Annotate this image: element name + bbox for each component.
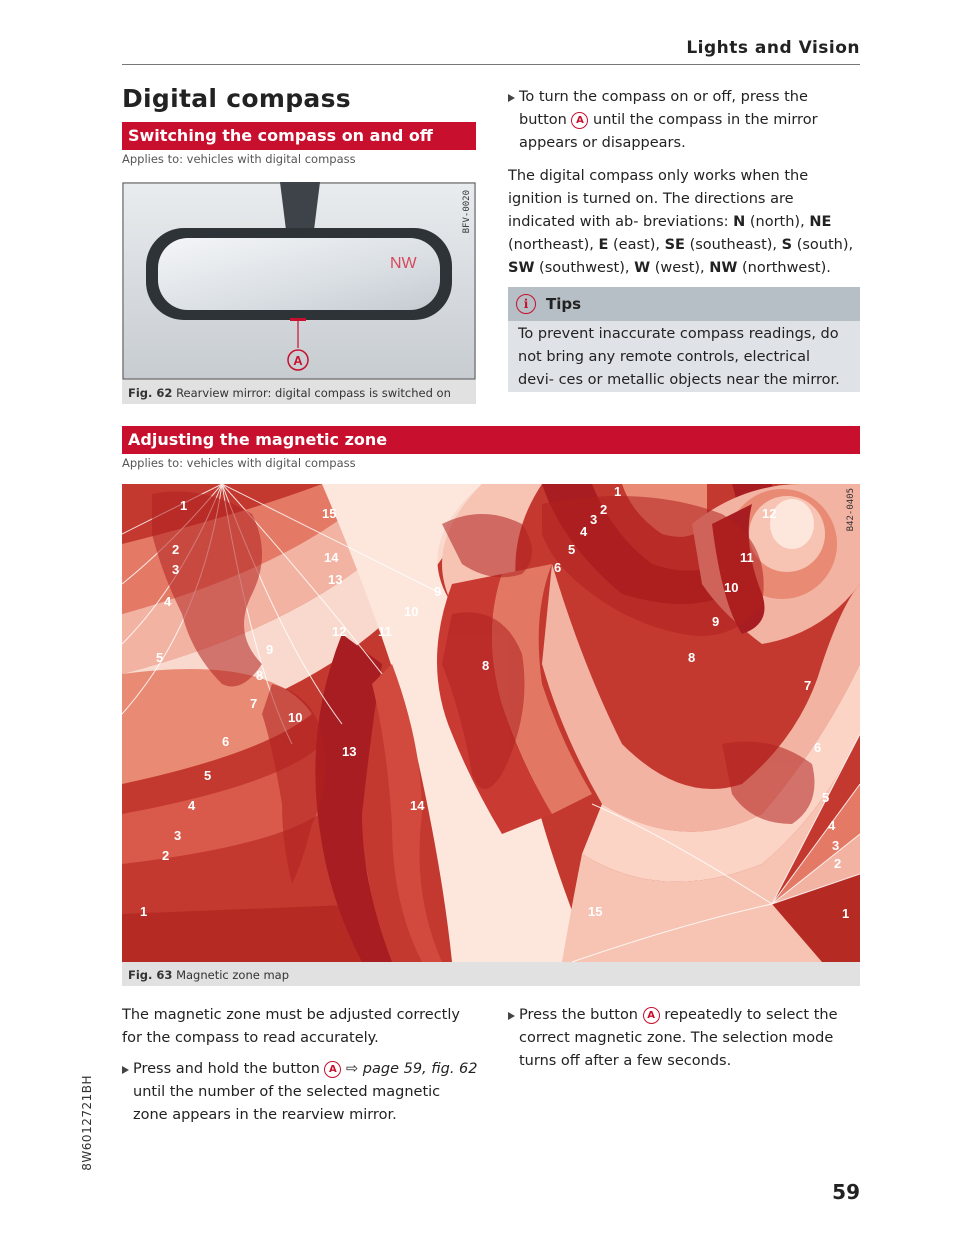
direction-abbr: NW: [709, 260, 738, 276]
tips-header: [508, 287, 860, 321]
zone-label: 10: [724, 580, 739, 595]
zone-label: 2: [172, 542, 180, 557]
zone-label: 1: [140, 904, 148, 919]
zone-label: 11: [378, 624, 392, 639]
direction-abbr: N: [733, 214, 746, 230]
zone-label: 9: [434, 584, 442, 599]
step-arrow-icon: [508, 1012, 515, 1020]
direction-name: (southeast),: [689, 237, 778, 253]
figure-63-caption: [128, 968, 289, 982]
zone-label: 4: [828, 818, 836, 833]
direction-name: (northeast),: [508, 237, 594, 253]
direction-abbr: SW: [508, 260, 535, 276]
direction-name: (north),: [749, 214, 805, 230]
compass-display-text: NW: [390, 255, 417, 272]
zone-label: 5: [156, 650, 164, 665]
zone-label: 2: [162, 848, 170, 863]
zone-label: 10: [288, 710, 303, 725]
zone-label: 6: [554, 560, 562, 575]
zone-label: 11: [740, 550, 754, 565]
section-title-switching: Switching the compass on and off: [122, 122, 476, 150]
figure-62: [122, 182, 476, 404]
zone-label: 9: [266, 642, 274, 657]
zone-label: 8: [256, 668, 264, 683]
zone-label: 13: [342, 744, 357, 759]
direction-name: (west),: [654, 260, 705, 276]
figure-63-number: Fig. 63: [128, 968, 173, 982]
callout-a-label: A: [293, 353, 303, 368]
button-a-icon: A: [643, 1007, 660, 1024]
applies-note-2: Applies to: vehicles with digital compass: [122, 456, 356, 470]
figure-62-number: Fig. 62: [128, 386, 173, 400]
zone-label: 3: [590, 512, 598, 527]
zone-label: 12: [762, 506, 777, 521]
step-press-hold: [122, 1058, 478, 1127]
zone-label: 4: [164, 594, 172, 609]
zone-adjust-paragraph: The magnetic zone must be adjusted correctly for the compass to read accurately.: [122, 1007, 460, 1046]
section-title-adjusting: Adjusting the magnetic zone: [122, 426, 860, 454]
zone-label: 14: [410, 798, 425, 813]
zone-label: 2: [600, 502, 608, 517]
zone-label: 7: [804, 678, 812, 693]
document-code: 8W6012721BH: [80, 1075, 94, 1171]
page-number: 59: [832, 1180, 860, 1204]
button-a-icon: A: [571, 112, 588, 129]
info-icon: i: [516, 294, 536, 314]
zone-label: 14: [324, 550, 339, 565]
step-text-a: Press the button: [519, 1007, 639, 1023]
zone-label: 4: [188, 798, 196, 813]
running-header: Lights and Vision: [686, 38, 860, 58]
zone-label: 1: [842, 906, 850, 921]
zone-label: 15: [322, 506, 337, 521]
direction-name: (south),: [796, 237, 854, 253]
compass-directions-paragraph: [508, 165, 860, 280]
zone-label: 10: [404, 604, 419, 619]
step-text-b: repeatedly to select the correct magnetic zone. The selection mode turns off after a few seconds.: [519, 1007, 838, 1069]
direction-name: (southwest),: [539, 260, 630, 276]
step-toggle-compass: [508, 86, 860, 155]
direction-abbr: W: [634, 260, 651, 276]
zone-label: 2: [834, 856, 842, 871]
directions-intro: The digital compass only works when the ignition is turned on. The directions are indicated with ab- breviations:: [508, 168, 809, 230]
figure-62-caption: [128, 386, 451, 400]
step-press-repeatedly: [508, 1004, 860, 1073]
button-a-icon: A: [324, 1061, 341, 1078]
applies-note-1: Applies to: vehicles with digital compass: [122, 152, 356, 166]
zone-label: 6: [222, 734, 230, 749]
direction-abbr: S: [781, 237, 793, 253]
zone-label: 9: [712, 614, 720, 629]
page-reference-link[interactable]: ⇨ page 59, fig. 62: [346, 1061, 478, 1077]
magnetic-zone-map: [122, 484, 860, 962]
step1-text-b: until the compass in the mirror appears or disappears.: [519, 112, 818, 151]
zone-label: 8: [482, 658, 490, 673]
zone-label: 3: [172, 562, 180, 577]
figure-63-caption-text: Magnetic zone map: [176, 968, 290, 982]
direction-name: (east),: [613, 237, 660, 253]
zone-label: 6: [814, 740, 822, 755]
zone-label: 7: [250, 696, 258, 711]
figure-62-code: BFV-0020: [462, 190, 472, 234]
zone-label: 15: [588, 904, 603, 919]
tips-text: To prevent inaccurate compass readings, do not bring any remote controls, electrical devi- ces or metallic objects near the mirror.: [518, 326, 840, 388]
rearview-mirror-illustration: [122, 182, 476, 380]
tips-body: [508, 321, 860, 392]
zone-label: 5: [204, 768, 212, 783]
page-title: Digital compass: [122, 84, 351, 113]
direction-abbr: NE: [809, 214, 832, 230]
direction-name: (northwest).: [742, 260, 831, 276]
zone-label: 13: [328, 572, 343, 587]
zone-label: 5: [822, 790, 830, 805]
step-arrow-icon: [508, 94, 515, 102]
zone-label: 5: [568, 542, 576, 557]
zone-label: 8: [688, 650, 696, 665]
tips-title: Tips: [546, 295, 582, 313]
zone-label: 3: [174, 828, 182, 843]
zone-label: 3: [832, 838, 840, 853]
zone-label: 4: [580, 524, 588, 539]
header-rule: [122, 64, 860, 65]
figure-63-code: B42-0405: [846, 488, 856, 532]
figure-62-caption-text: Rearview mirror: digital compass is switched on: [176, 386, 451, 400]
direction-abbr: SE: [664, 237, 685, 253]
direction-abbr: E: [598, 237, 609, 253]
step-text-b: until the number of the selected magnetic zone appears in the rearview mirror.: [133, 1084, 441, 1123]
zone-label: 1: [614, 484, 622, 499]
step1-text-a: To turn the compass on or off, press the button: [519, 89, 808, 128]
figure-63: [122, 484, 860, 986]
zone-label: 12: [332, 624, 347, 639]
step-arrow-icon: [122, 1066, 129, 1074]
zone-label: 1: [180, 498, 188, 513]
step-text-a: Press and hold the button: [133, 1061, 320, 1077]
